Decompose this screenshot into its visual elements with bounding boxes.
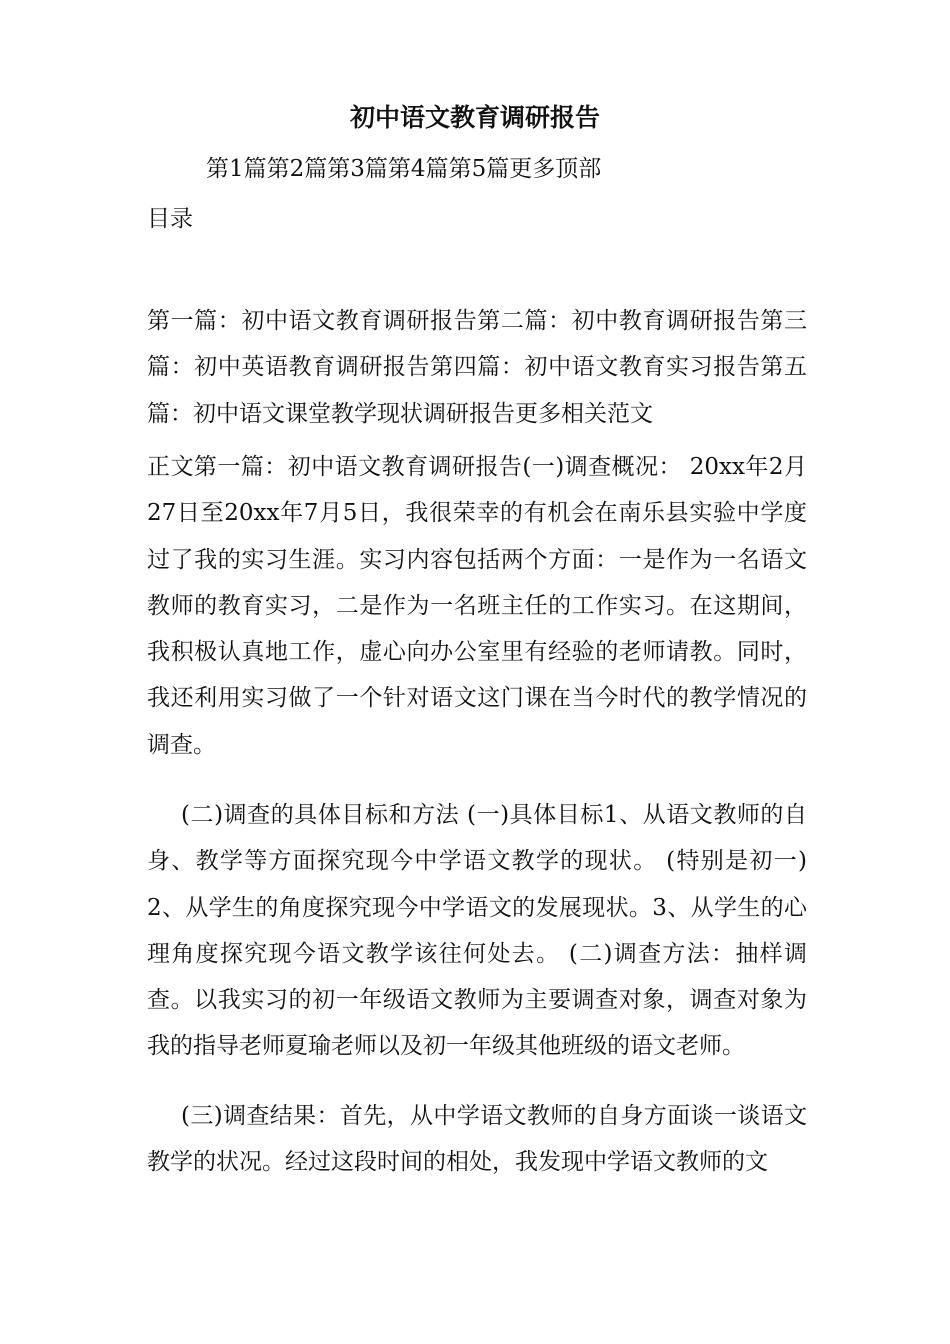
toc-heading: 目录 bbox=[147, 206, 193, 232]
nav-link-top[interactable]: 顶部 bbox=[555, 156, 602, 182]
body-paragraph: (二)调查的具体目标和方法 (一)具体目标1、从语文教师的自身、教学等方面探究现今中学语文教学的现状。 (特别是初一)2、从学生的角度探究现今中学语文的发展现状。3、从学生的心理角度探究现今语文教学该往何处去。 (二)调查方法：抽样调查。以我实习的初一年级语文教师为主要调查对象，调查对象为我的指导老师夏瑜老师以及初一年级其他班级的语文老师。 bbox=[147, 802, 807, 1060]
section-nav bbox=[206, 152, 601, 186]
body-paragraph: 正文第一篇：初中语文教育调研报告(一)调查概况： 20xx年2月27日至20xx年7月5日，我很荣幸的有机会在南乐县实验中学度过了我的实习生涯。实习内容包括两个方面：一是作为一名语文教师的教育实习，二是作为一名班主任的工作实习。在这期间，我积极认真地工作，虚心向办公室里有经验的老师请教。同时，我还利用实习做了一个针对语文这门课在当今时代的教学情况的调查。 bbox=[147, 454, 807, 758]
nav-link-part-3[interactable]: 第3篇 bbox=[327, 156, 388, 182]
document-title: 初中语文教育调研报告 bbox=[349, 103, 600, 132]
nav-link-part-2[interactable]: 第2篇 bbox=[266, 156, 328, 182]
nav-link-more[interactable]: 更多 bbox=[509, 156, 556, 182]
nav-link-part-4[interactable]: 第4篇 bbox=[387, 156, 449, 182]
toc-list: 第一篇：初中语文教育调研报告第二篇：初中教育调研报告第三篇：初中英语教育调研报告第四篇：初中语文教育实习报告第五篇：初中语文课堂教学现状调研报告更多相关范文 bbox=[147, 308, 807, 427]
nav-link-part-1[interactable]: 第1篇 bbox=[206, 156, 267, 182]
body-paragraph: (三)调查结果：首先，从中学语文教师的自身方面谈一谈语文教学的状况。经过这段时间的相处，我发现中学语文教师的文 bbox=[147, 1103, 807, 1176]
nav-link-part-5[interactable]: 第5篇 bbox=[448, 156, 510, 182]
